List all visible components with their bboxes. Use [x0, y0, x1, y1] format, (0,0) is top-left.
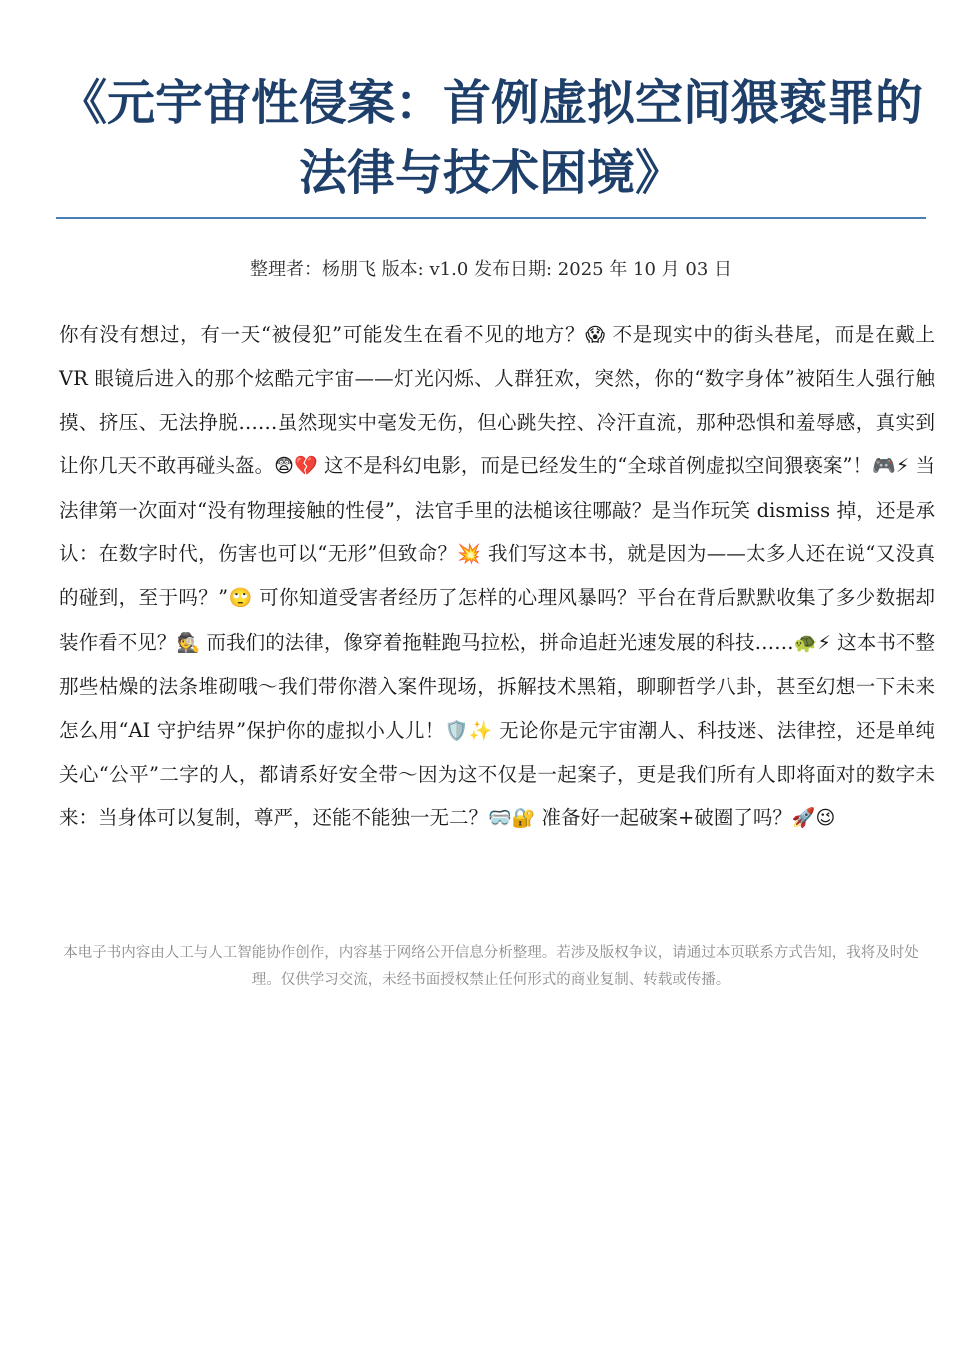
shield-sparkles-emoji-icon: 🛡️✨ — [444, 719, 493, 742]
text-segment-9: 无论你是元宇宙潮人、科技迷、法律控，还是单纯关心“公平”二字的人，都请系好安全带～因为这不仅是一起案子，更是我们所有人即将面对的数字未来：当身体可以复制，尊严，还能不能独一无二？ — [59, 718, 935, 830]
text-segment-2: 不是现实中的街头巷尾，而是在戴上 VR 眼镜后进入的那个炫酷元宇宙——灯光闪烁、人群狂欢，突然，你的“数字身体”被陌生人强行触摸、挤压、无法挣脱……虽然现实中毫发无伤，但心跳失控、冷汗直流，那种恐惧和羞辱感，真实到让你几天不敢再碰头盔。 — [59, 323, 936, 478]
document-title: 《元宇宙性侵案：首例虚拟空间猥亵罪的法律与技术困境》 — [58, 75, 923, 201]
collision-emoji-icon: 💥 — [457, 543, 482, 566]
fear-brokenheart-emoji-icon: 😨💔 — [274, 455, 318, 478]
document-meta — [56, 256, 926, 284]
intro-paragraph — [59, 313, 935, 841]
scream-emoji-icon: 😱 — [585, 324, 606, 346]
text-segment-10: 准备好一起破案+破圈了吗？ — [535, 806, 792, 830]
eye-roll-emoji-icon: 🙄 — [228, 587, 253, 610]
gamepad-lightning-emoji-icon: 🎮⚡ — [872, 455, 910, 478]
text-segment-6: 可你知道受害者经历了怎样的心理风暴吗？平台在背后默默收集了多少数据却装作看不见？ — [59, 586, 935, 654]
text-segment-5: 我们写这本书，就是因为——太多人还在说“又没真的碰到，至于吗？” — [59, 542, 935, 610]
detective-emoji-icon: 🕵️ — [176, 631, 201, 654]
title-divider — [56, 217, 926, 219]
text-segment-3: 这不是科幻电影，而是已经发生的“全球首例虚拟空间猥亵案”！ — [317, 454, 873, 478]
publish-date: 发布日期: 2025 年 10 月 03 日 — [474, 259, 733, 280]
author-label: 整理者： — [249, 259, 322, 280]
goggles-lock-emoji-icon: 🥽🔐 — [488, 807, 536, 830]
text-segment-7: 而我们的法律，像穿着拖鞋跑马拉松，拼命追赶光速发展的科技…… — [200, 630, 794, 654]
text-segment-1: 你有没有想过，有一天“被侵犯”可能发生在看不见的地方？ — [59, 323, 586, 346]
text-segment-8: 这本书不整那些枯燥的法条堆砌哦～我们带你潜入案件现场，拆解技术黑箱，聊聊哲学八卦，甚至幻想一下未来怎么用“AI 守护结界”保护你的虚拟小人儿！ — [59, 630, 935, 742]
author-name: 杨朋飞 — [321, 259, 376, 280]
rocket-wink-emoji-icon: 🚀😉 — [791, 807, 836, 830]
version: 版本: v1.0 — [381, 259, 469, 280]
copyright-disclaimer: 本电子书内容由人工与人工智能协作创作，内容基于网络公开信息分析整理。若涉及版权争议，请通过本页联系方式告知，我将及时处理。仅供学习交流，未经书面授权禁止任何形式的商业复制、转载或传播。 — [63, 945, 919, 988]
text-segment-4: 当法律第一次面对“没有物理接触的性侵”，法官手里的法槌该往哪敲？是当作玩笑 dismiss 掉，还是承认：在数字时代，伤害也可以“无形”但致命？ — [59, 454, 936, 566]
turtle-lightning-emoji-icon: 🐢⚡ — [793, 631, 831, 654]
